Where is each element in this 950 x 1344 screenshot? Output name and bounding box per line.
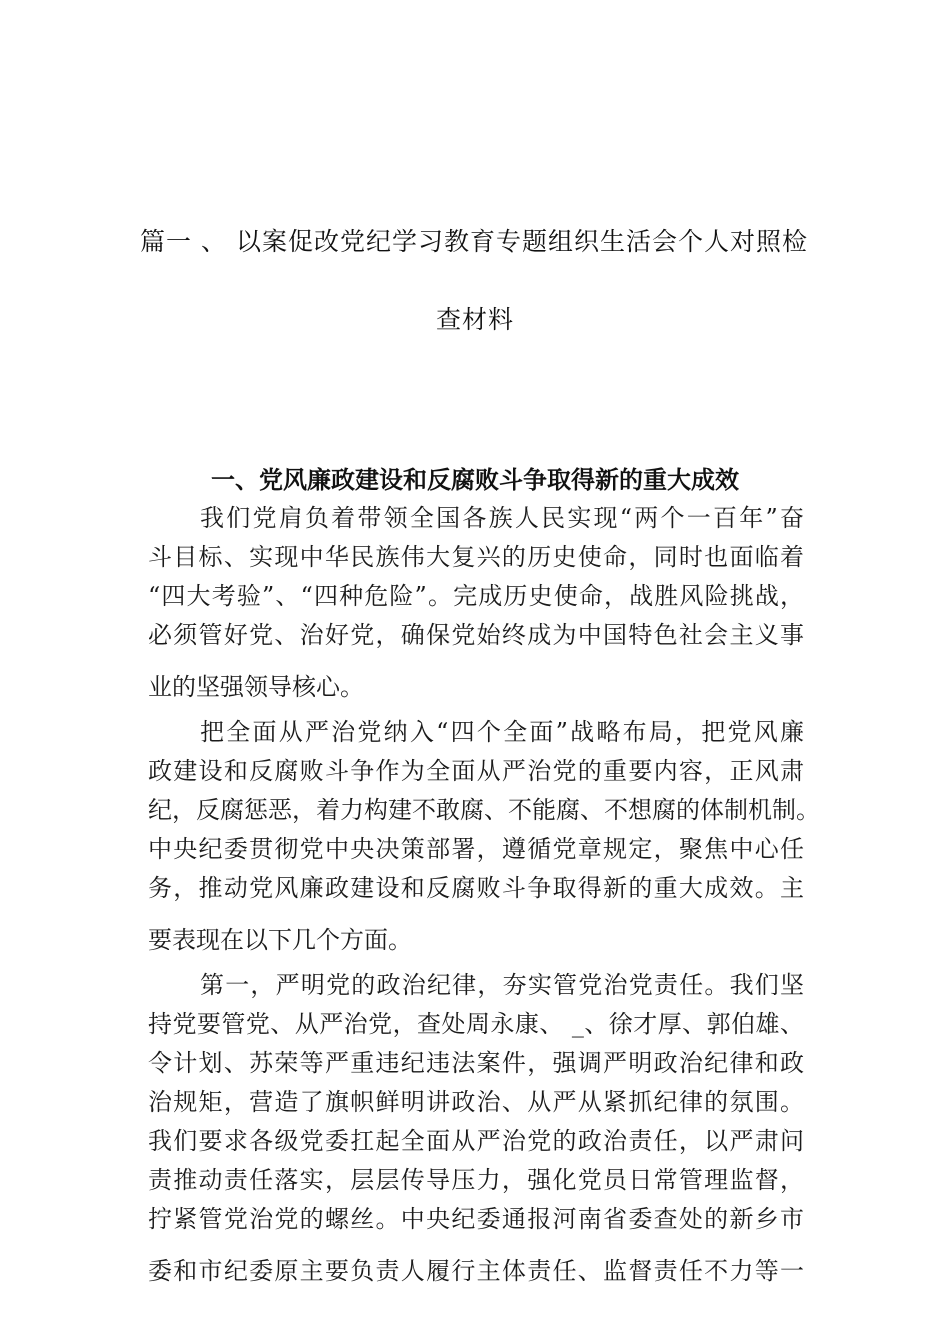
paragraph-line: 治规矩，营造了旗帜鲜明讲政治、从严从紧抓纪律的氛围。 xyxy=(148,1088,804,1116)
paragraph-line: 拧紧管党治党的螺丝。中央纪委通报河南省委查处的新乡市 xyxy=(148,1205,804,1233)
section-heading: 一、党风廉政建设和反腐败斗争取得新的重大成效 xyxy=(211,466,739,494)
paragraph-line: 纪，反腐惩恶，着力构建不敢腐、不能腐、不想腐的体制机制。 xyxy=(148,796,820,824)
paragraph-line: 要表现在以下几个方面。 xyxy=(148,926,412,954)
paragraph-line: 令计划、苏荣等严重违纪违法案件，强调严明政治纪律和政 xyxy=(148,1049,804,1077)
paragraph-line: 业的坚强领导核心。 xyxy=(148,673,364,701)
paragraph-line: 责推动责任落实，层层传导压力，强化党员日常管理监督， xyxy=(148,1166,804,1194)
paragraph-line: 必须管好党、治好党，确保党始终成为中国特色社会主义事 xyxy=(148,621,804,649)
document-title-line-1: 篇一 、 以案促改党纪学习教育专题组织生活会个人对照检 xyxy=(140,227,808,256)
paragraph-line: 斗目标、实现中华民族伟大复兴的历史使命，同时也面临着 xyxy=(148,543,804,571)
paragraph-line: 委和市纪委原主要负责人履行主体责任、监督责任不力等一 xyxy=(148,1257,804,1285)
paragraph-line: “四大考验”、“四种危险”。完成历史使命，战胜风险挑战， xyxy=(148,582,804,610)
paragraph-line: 我们要求各级党委扛起全面从严治党的政治责任，以严肃问 xyxy=(148,1127,804,1155)
paragraph-line: 务，推动党风廉政建设和反腐败斗争取得新的重大成效。主 xyxy=(148,874,804,902)
paragraph-line: 中央纪委贯彻党中央决策部署，遵循党章规定，聚焦中心任 xyxy=(148,835,804,863)
paragraph-line: 第一，严明党的政治纪律，夯实管党治党责任。我们坚 xyxy=(200,971,804,999)
paragraph-line: 我们党肩负着带领全国各族人民实现“两个一百年”奋 xyxy=(200,504,804,532)
paragraph-line: 政建设和反腐败斗争作为全面从严治党的重要内容，正风肃 xyxy=(148,757,804,785)
paragraph-line: 把全面从严治党纳入“四个全面”战略布局，把党风廉 xyxy=(200,718,804,746)
document-title-line-2: 查材料 xyxy=(435,305,514,334)
paragraph-line: 持党要管党、从严治党，查处周永康、 _、徐才厚、郭伯雄、 xyxy=(148,1010,804,1038)
